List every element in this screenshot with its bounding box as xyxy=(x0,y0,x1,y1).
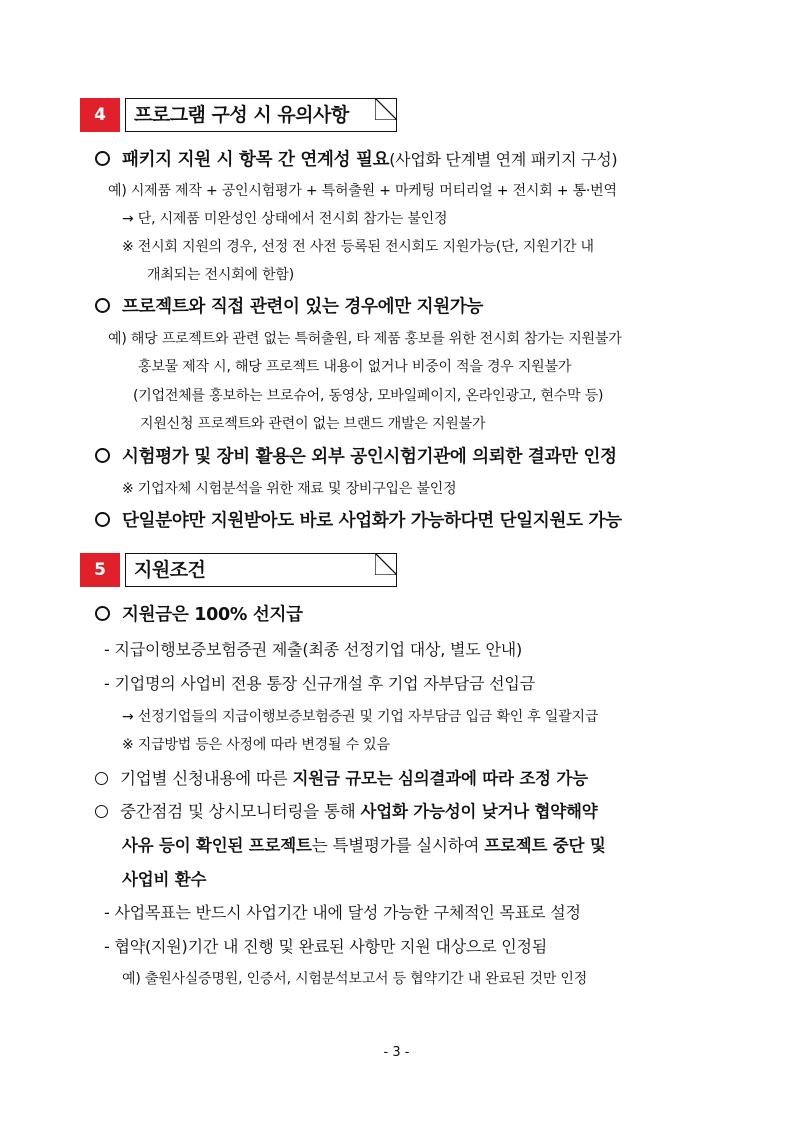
folded-corner-icon xyxy=(375,98,397,120)
s5-dash-4-example: 예) 출원사실증명원, 인증서, 시험분석보고서 등 협약기간 내 완료된 것만 인정 xyxy=(122,971,588,987)
s4-example-1-arrow: → 단, 시제품 미완성인 상태에서 전시회 참가는 불인정 xyxy=(122,211,448,227)
section-5-header xyxy=(80,553,396,587)
s5-dash-2-arrow: → 선정기업들의 지급이행보증보험증권 및 기업 자부담금 입금 확인 후 일괄지급 xyxy=(122,709,599,725)
s5-bullet-3-line-3: 사업비 환수 xyxy=(122,870,207,889)
folded-corner-icon xyxy=(375,553,397,575)
section-4-number: 4 xyxy=(80,98,120,132)
s4-example-1-note-cont: 개최되는 전시회에 한함) xyxy=(147,267,295,283)
circle-bullet-icon xyxy=(95,151,110,166)
s4-bullet-3: 시험평가 및 장비 활용은 외부 공인시험기관에 의뢰한 결과만 인정 xyxy=(95,443,617,468)
s5-dash-1: - 지급이행보증보험증권 제출(최종 선정기업 대상, 별도 안내) xyxy=(104,640,523,659)
section-5-title: 지원조건 xyxy=(134,559,206,581)
section-5-number: 5 xyxy=(80,553,120,587)
s4-bullet-2: 프로젝트와 직접 관련이 있는 경우에만 지원가능 xyxy=(95,293,483,318)
circle-bullet-icon xyxy=(95,448,110,463)
s5-bullet-1: 지원금은 100% 선지급 xyxy=(95,601,303,626)
circle-bullet-icon xyxy=(95,298,110,313)
s5-bullet-2: 기업별 신청내용에 따른 지원금 규모는 심의결과에 따라 조정 가능 xyxy=(95,765,588,789)
page-number: - 3 - xyxy=(383,1045,410,1060)
s4-example-1-note: ※ 전시회 지원의 경우, 선정 전 사전 등록된 전시회도 지원가능(단, 지원기간 내 xyxy=(122,239,594,255)
s4-example-2-line-2: 홍보물 제작 시, 해당 프로젝트 내용이 없거나 비중이 적을 경우 지원불가 xyxy=(138,359,572,375)
s5-bullet-3-line-1: 중간점검 및 상시모니터링을 통해 사업화 가능성이 낮거나 협약해약 xyxy=(95,798,598,822)
circle-bullet-icon xyxy=(95,805,108,818)
s5-bullet-3-line-2: 사유 등이 확인된 프로젝트는 특별평가를 실시하여 프로젝트 중단 및 xyxy=(122,836,606,855)
s4-example-2-line-3: (기업전체를 홍보하는 브로슈어, 동영상, 모바일페이지, 온라인광고, 현수막 등) xyxy=(133,388,604,404)
s4-example-2-line-1: 예) 해당 프로젝트와 관련 없는 특허출원, 타 제품 홍보를 위한 전시회 참가는 지원불가 xyxy=(108,331,622,347)
s4-bullet-3-note: ※ 기업자체 시험분석을 위한 재료 및 장비구입은 불인정 xyxy=(122,481,457,497)
s4-bullet-4: 단일분야만 지원받아도 바로 사업화가 가능하다면 단일지원도 가능 xyxy=(95,507,622,532)
s5-dash-2-note: ※ 지급방법 등은 사정에 따라 변경될 수 있음 xyxy=(122,737,390,753)
circle-bullet-icon xyxy=(95,606,110,621)
section-4-title-box xyxy=(125,98,397,132)
s5-dash-3: - 사업목표는 반드시 사업기간 내에 달성 가능한 구체적인 목표로 설정 xyxy=(104,903,581,922)
section-4-title: 프로그램 구성 시 유의사항 xyxy=(134,104,349,126)
section-5-title-box xyxy=(125,553,397,587)
s4-example-1: 예) 시제품 제작 + 공인시험평가 + 특허출원 + 마케팅 머티리얼 + 전시회 + 통·번역 xyxy=(108,183,617,199)
s4-bullet-1: 패키지 지원 시 항목 간 연계성 필요(사업화 단계별 연계 패키지 구성) xyxy=(95,146,617,171)
s4-example-2-line-4: 지원신청 프로젝트와 관련이 없는 브랜드 개발은 지원불가 xyxy=(140,416,486,432)
circle-bullet-icon xyxy=(95,772,108,785)
s5-dash-2: - 기업명의 사업비 전용 통장 신규개설 후 기업 자부담금 선입금 xyxy=(104,674,535,693)
section-4-header xyxy=(80,98,396,132)
circle-bullet-icon xyxy=(95,512,110,527)
s5-dash-4: - 협약(지원)기간 내 진행 및 완료된 사항만 지원 대상으로 인정됨 xyxy=(104,937,548,956)
